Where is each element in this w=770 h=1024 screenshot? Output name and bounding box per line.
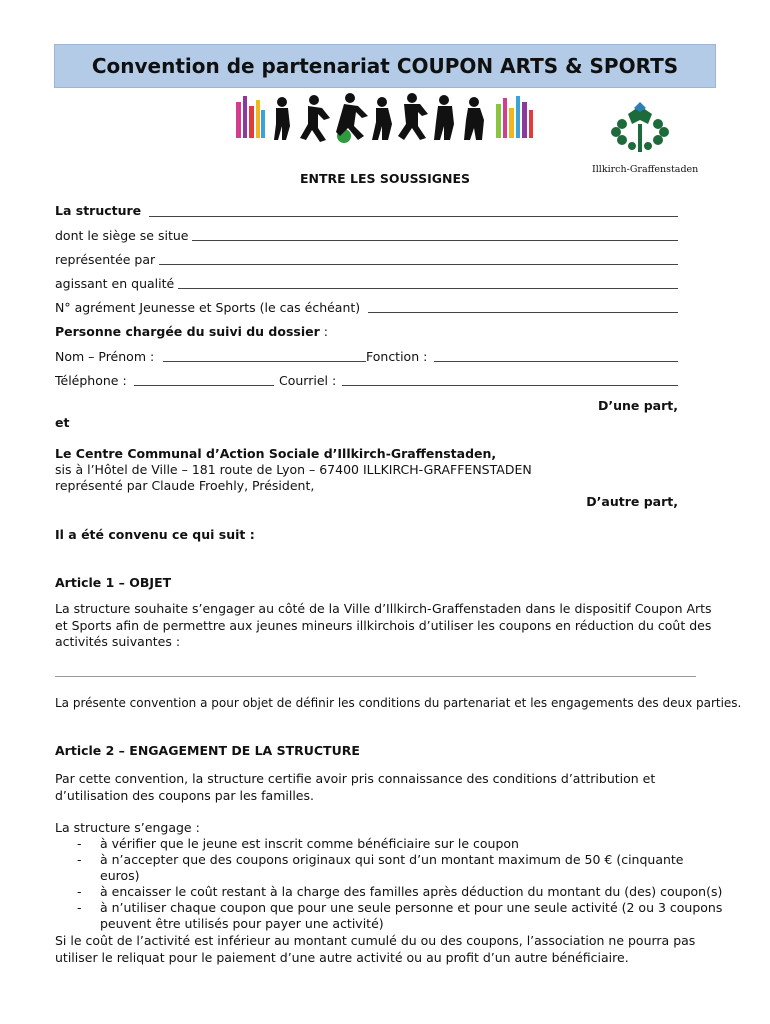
- document-title: Convention de partenariat COUPON ARTS & SPORTS: [91, 54, 679, 78]
- list-item: - à n’accepter que des coupons originaux qui sont d’un montant maximum de 50 € (cinquante euros): [55, 852, 723, 884]
- convenu-text: Il a été convenu ce qui suit :: [55, 527, 255, 542]
- structure-label: La structure: [55, 203, 142, 218]
- representee-label: représentée par: [55, 252, 156, 267]
- suivi-colon: :: [319, 324, 328, 339]
- logo-caption: Illkirch-Graffenstaden: [592, 164, 699, 175]
- article1-objet: La présente convention a pour objet de définir les conditions du partenariat et les engagements des deux parties.: [55, 696, 742, 710]
- siege-label: dont le siège se situe: [55, 228, 189, 243]
- list-item: - à vérifier que le jeune est inscrit comme bénéficiaire sur le coupon: [55, 836, 723, 852]
- article2-title: Article 2 – ENGAGEMENT DE LA STRUCTURE: [55, 743, 360, 758]
- arts-sports-illustration: [232, 90, 544, 146]
- qualite-field[interactable]: [178, 288, 678, 289]
- fonction-label: Fonction :: [366, 349, 428, 364]
- activities-field[interactable]: [55, 676, 696, 677]
- title-banner: [54, 44, 716, 88]
- nom-label: Nom – Prénom :: [55, 349, 155, 364]
- telephone-label: Téléphone :: [55, 373, 127, 388]
- agrement-field[interactable]: [368, 312, 678, 313]
- courriel-label: Courriel :: [279, 373, 337, 388]
- siege-field[interactable]: [192, 240, 678, 241]
- coat-of-arms-icon: [592, 100, 688, 158]
- ccas-address: sis à l’Hôtel de Ville – 181 route de Lyon – 67400 ILLKIRCH-GRAFFENSTADEN: [55, 462, 532, 477]
- article1-text: La structure souhaite s’engager au côté de la Ville d’Illkirch-Graffenstaden dans le dispositif Coupon Arts et Sports afin de permettre aux jeunes mineurs illkirchois d’utiliser les coupons en réduction du coût des activités suivantes :: [55, 601, 712, 649]
- autre-part-text: D’autre part,: [586, 494, 678, 509]
- qualite-label: agissant en qualité: [55, 276, 175, 291]
- article2-intro: Par cette convention, la structure certifie avoir pris connaissance des conditions d’attribution et d’utilisation des coupons par les familles.: [55, 771, 656, 803]
- suivi-label-text: Personne chargée du suivi du dossier: [55, 324, 320, 339]
- representee-field[interactable]: [159, 264, 678, 265]
- article1-title: Article 1 – OBJET: [55, 575, 172, 590]
- ccas-representative: représenté par Claude Froehly, Président,: [55, 478, 315, 493]
- section-heading-soussignes: ENTRE LES SOUSSIGNES: [299, 171, 471, 186]
- silhouettes: [274, 93, 484, 143]
- list-item: - à n’utiliser chaque coupon que pour une seule personne et pour une seule activité (2 ou 3 coupons peuvent être utilisés pour payer une activité): [55, 900, 723, 932]
- une-part-text: D’une part,: [597, 398, 678, 413]
- fonction-field[interactable]: [434, 361, 678, 362]
- engagement-list: [55, 836, 723, 932]
- suivi-label: [55, 324, 328, 340]
- ccas-name: Le Centre Communal d’Action Sociale d’Illkirch-Graffenstaden,: [55, 446, 497, 461]
- article2-engage: La structure s’engage :: [55, 820, 200, 835]
- structure-field[interactable]: [149, 216, 678, 217]
- et-text: et: [55, 415, 70, 430]
- nom-field[interactable]: [163, 361, 366, 362]
- courriel-field[interactable]: [342, 385, 678, 386]
- telephone-field[interactable]: [134, 385, 274, 386]
- list-item: - à encaisser le coût restant à la charge des familles après déduction du montant du (des) coupon(s): [55, 884, 723, 900]
- article2-closing: Si le coût de l’activité est inférieur au montant cumulé du ou des coupons, l’association ne pourra pas utiliser le reliquat pour le paiement d’une autre activité ou au profit d’un autre bénéficiaire.: [55, 933, 696, 965]
- illkirch-logo: [592, 100, 699, 175]
- agrement-label: N° agrément Jeunesse et Sports (le cas échéant): [55, 300, 361, 315]
